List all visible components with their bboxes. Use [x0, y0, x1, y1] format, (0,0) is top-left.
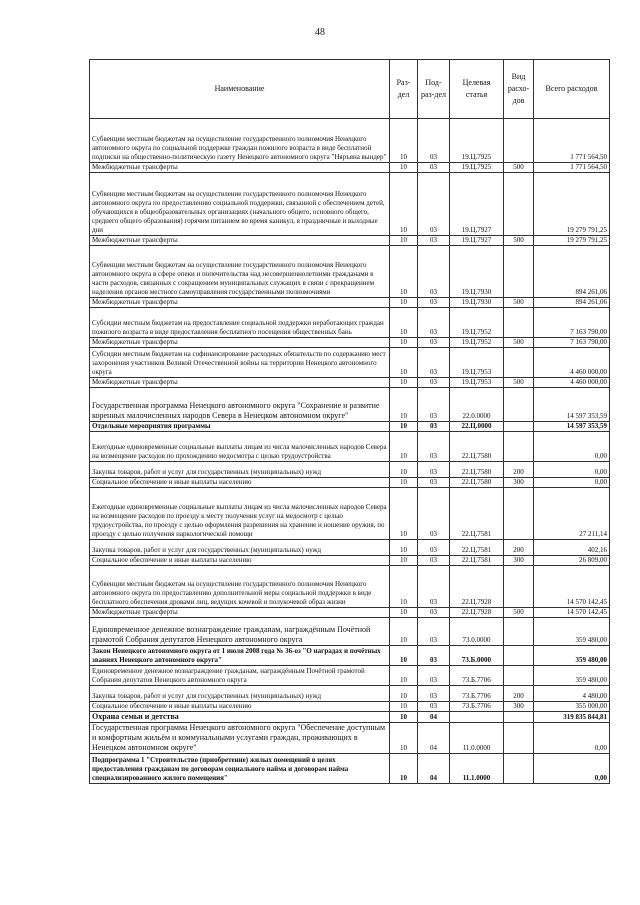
cell-section: 10 [390, 378, 418, 388]
cell-article: 73.Б.7706 [450, 686, 504, 702]
cell-subsection: 03 [418, 236, 450, 246]
cell-name: Закупка товаров, работ и услуг для государственных (муниципальных) нужд [90, 462, 390, 478]
cell-subsection: 03 [418, 478, 450, 488]
table-row [90, 556, 610, 566]
cell-total: 14 597 353,59 [534, 422, 610, 432]
table-row [90, 462, 610, 478]
cell-subsection: 03 [418, 488, 450, 540]
cell-section: 10 [390, 608, 418, 618]
cell-article: 19.Ц.7927 [450, 236, 504, 246]
cell-name: Субвенции местным бюджетам на осуществление государственного полномочия Ненецкого автономного округа по предоставлению социальной поддержки, связанной с обеспечением детей, обучающихся в общеобразовательных организациях (начального общего, основного общего, среднего общего образования) горячим питанием во время каникул, в праздничные и выходные дни [90, 173, 390, 236]
cell-subsection: 03 [418, 378, 450, 388]
cell-total: 355 000,00 [534, 702, 610, 712]
cell-kind [504, 246, 534, 298]
table-row [90, 566, 610, 608]
cell-subsection: 03 [418, 540, 450, 556]
table-row [90, 338, 610, 348]
table-row [90, 488, 610, 540]
cell-subsection: 03 [418, 646, 450, 666]
cell-subsection: 04 [418, 712, 450, 723]
cell-section: 10 [390, 338, 418, 348]
cell-subsection: 03 [418, 686, 450, 702]
table-row [90, 646, 610, 666]
table-row [90, 163, 610, 173]
cell-section: 10 [390, 236, 418, 246]
cell-section: 10 [390, 723, 418, 754]
cell-kind [504, 618, 534, 646]
cell-article: 11.1.0000 [450, 754, 504, 784]
cell-name: Субвенции местным бюджетам на осуществление государственного полномочия Ненецкого автономного округа по предоставлению дополнительной меры социальной поддержки в виде бесплатного обеспечения дровами лиц, ведущих кочевой и полукочевой образ жизни [90, 566, 390, 608]
cell-article: 22.0.0000 [450, 388, 504, 422]
cell-section: 10 [390, 488, 418, 540]
table-row [90, 298, 610, 308]
cell-name: Субсидии местным бюджетам на софинансирование расходных обязательств по содержанию мест захоронения участников Великой Отечественной войны на территории Ненецкого автономного округа [90, 348, 390, 378]
cell-section: 10 [390, 462, 418, 478]
cell-article: 19.Ц.7952 [450, 338, 504, 348]
cell-total: 4 460 000,00 [534, 348, 610, 378]
cell-total: 0,00 [534, 478, 610, 488]
cell-name: Межбюджетные трансферты [90, 163, 390, 173]
cell-name: Социальное обеспечение и иные выплаты населению [90, 702, 390, 712]
cell-kind: 500 [504, 163, 534, 173]
header-total: Всего расходов [534, 60, 610, 119]
cell-name: Ежегодные единовременные социальные выплаты лицам из числа малочисленных народов Севера на возмещение расходов по прохождению медосмотра с целью трудоустройства [90, 432, 390, 462]
cell-total: 19 279 791,25 [534, 173, 610, 236]
cell-section: 10 [390, 754, 418, 784]
cell-section: 10 [390, 702, 418, 712]
cell-article: 19.Ц.7930 [450, 246, 504, 298]
table-row [90, 608, 610, 618]
cell-section: 10 [390, 422, 418, 432]
cell-name: Государственная программа Ненецкого автономного округа "Сохранение и развитие коренных малочисленных народов Севера в Ненецком автономном округе" [90, 388, 390, 422]
cell-total: 14 570 142,45 [534, 566, 610, 608]
cell-subsection: 03 [418, 388, 450, 422]
cell-name: Закупка товаров, работ и услуг для государственных (муниципальных) нужд [90, 686, 390, 702]
cell-total: 7 163 790,00 [534, 308, 610, 338]
cell-total: 7 163 790,00 [534, 338, 610, 348]
cell-name: Государственная программа Ненецкого автономного округа "Обеспечение доступным и комфортным жильём и коммунальными услугами граждан, проживающих в Ненецком автономном округе" [90, 723, 390, 754]
table-row [90, 712, 610, 723]
table-row [90, 702, 610, 712]
cell-subsection: 03 [418, 308, 450, 338]
cell-kind [504, 723, 534, 754]
cell-section: 10 [390, 388, 418, 422]
table-row [90, 378, 610, 388]
cell-section: 10 [390, 246, 418, 298]
header-article: Целевая статья [450, 60, 504, 119]
cell-total: 0,00 [534, 754, 610, 784]
cell-name: Межбюджетные трансферты [90, 608, 390, 618]
cell-article: 19.Ц.7930 [450, 298, 504, 308]
table-row [90, 119, 610, 163]
cell-article: 22.Ц.7581 [450, 488, 504, 540]
cell-article: 19.Ц.7925 [450, 119, 504, 163]
cell-article [450, 712, 504, 723]
cell-section: 10 [390, 163, 418, 173]
cell-kind [504, 566, 534, 608]
cell-name: Субвенции местным бюджетам на осуществление государственного полномочия Ненецкого автономного округа в сфере опеки и попечительства над несовершеннолетними гражданами в части расходов, связанных с сокращением муниципальных служащих в связи с прекращением наделения органов местного самоуправления государственными полномочиями [90, 246, 390, 298]
cell-total: 4 460 000,00 [534, 378, 610, 388]
table-row [90, 388, 610, 422]
cell-total: 14 570 142,45 [534, 608, 610, 618]
cell-subsection: 04 [418, 754, 450, 784]
cell-section: 10 [390, 712, 418, 723]
cell-article: 73.0.0000 [450, 618, 504, 646]
cell-article: 73.Б.7706 [450, 666, 504, 686]
cell-kind [504, 754, 534, 784]
cell-subsection: 03 [418, 338, 450, 348]
cell-section: 10 [390, 119, 418, 163]
cell-kind [504, 348, 534, 378]
cell-section: 10 [390, 646, 418, 666]
cell-article: 73.Б.0000 [450, 646, 504, 666]
cell-subsection: 03 [418, 556, 450, 566]
cell-article: 22.Ц.7580 [450, 432, 504, 462]
cell-article: 22.Ц.0000 [450, 422, 504, 432]
cell-kind [504, 422, 534, 432]
cell-name: Закон Ненецкого автономного округа от 1 июля 2008 года № 36-оз "О наградах и почётных званиях Ненецкого автономного округа" [90, 646, 390, 666]
cell-kind: 500 [504, 378, 534, 388]
cell-total: 0,00 [534, 462, 610, 478]
table-row [90, 236, 610, 246]
cell-name: Ежегодные единовременные социальные выплаты лицам из числа малочисленных народов Севера на возмещение расходов по проезду к месту получения услуг на медосмотр с целью трудоустройства, по проезду с целью оформления разрешения на хранение и ношение оружия, по проезду с целью получения наркологической помощи [90, 488, 390, 540]
cell-subsection: 03 [418, 702, 450, 712]
cell-kind: 300 [504, 478, 534, 488]
cell-name: Субсидии местным бюджетам на предоставление социальной поддержки неработающих граждан пожилого возраста в виде предоставления бесплатного посещения общественных бань [90, 308, 390, 338]
cell-subsection: 04 [418, 723, 450, 754]
table-row [90, 666, 610, 686]
cell-article: 11.0.0000 [450, 723, 504, 754]
cell-total: 1 771 564,50 [534, 119, 610, 163]
cell-section: 10 [390, 618, 418, 646]
cell-total: 27 211,14 [534, 488, 610, 540]
cell-total: 359 480,00 [534, 666, 610, 686]
cell-total: 319 835 844,81 [534, 712, 610, 723]
cell-name: Единовременное денежное вознаграждение гражданам, награждённым Почётной грамотой Собрания депутатов Ненецкого автономного округа [90, 666, 390, 686]
cell-section: 10 [390, 566, 418, 608]
table-row [90, 723, 610, 754]
cell-section: 10 [390, 666, 418, 686]
cell-subsection: 03 [418, 163, 450, 173]
cell-section: 10 [390, 173, 418, 236]
cell-article: 22.Ц.7580 [450, 462, 504, 478]
cell-kind: 500 [504, 236, 534, 246]
cell-subsection: 03 [418, 432, 450, 462]
cell-total: 402,16 [534, 540, 610, 556]
cell-total: 0,00 [534, 432, 610, 462]
cell-name: Закупка товаров, работ и услуг для государственных (муниципальных) нужд [90, 540, 390, 556]
cell-total: 19 279 791,25 [534, 236, 610, 246]
cell-article: 73.Б.7706 [450, 702, 504, 712]
cell-total: 4 480,00 [534, 686, 610, 702]
cell-total: 26 809,00 [534, 556, 610, 566]
cell-name: Межбюджетные трансферты [90, 378, 390, 388]
cell-subsection: 03 [418, 422, 450, 432]
cell-kind: 200 [504, 540, 534, 556]
cell-total: 894 261,06 [534, 298, 610, 308]
cell-section: 10 [390, 556, 418, 566]
table-row [90, 618, 610, 646]
cell-section: 10 [390, 478, 418, 488]
cell-subsection: 03 [418, 173, 450, 236]
cell-subsection: 03 [418, 298, 450, 308]
cell-name: Межбюджетные трансферты [90, 338, 390, 348]
cell-subsection: 03 [418, 566, 450, 608]
cell-article: 19.Ц.7952 [450, 308, 504, 338]
cell-section: 10 [390, 540, 418, 556]
table-row [90, 478, 610, 488]
table-row [90, 432, 610, 462]
header-name: Наименование [90, 60, 390, 119]
cell-article: 22.Ц.7928 [450, 566, 504, 608]
cell-section: 10 [390, 308, 418, 338]
cell-name: Межбюджетные трансферты [90, 298, 390, 308]
cell-total: 14 597 353,59 [534, 388, 610, 422]
cell-name: Единовременное денежное вознаграждение гражданам, награждённым Почётной грамотой Собрания депутатов Ненецкого автономного округа [90, 618, 390, 646]
cell-name: Отдельные мероприятия программы [90, 422, 390, 432]
cell-name: Социальное обеспечение и иные выплаты населению [90, 556, 390, 566]
header-section: Раз-дел [390, 60, 418, 119]
cell-kind: 500 [504, 608, 534, 618]
header-kind: Вид расхо-дов [504, 60, 534, 119]
table-header-row [90, 60, 610, 119]
cell-kind: 200 [504, 462, 534, 478]
cell-kind [504, 432, 534, 462]
table-row [90, 422, 610, 432]
cell-article: 22.Ц.7928 [450, 608, 504, 618]
table-row [90, 246, 610, 298]
cell-section: 10 [390, 348, 418, 378]
cell-name: Субвенции местным бюджетам на осуществление государственного полномочия Ненецкого автономного округа по социальной поддержке граждан пожилого возраста в виде бесплатной подписки на общественно-политическую газету Ненецкого автономного округа "Няръяна вындер" [90, 119, 390, 163]
cell-subsection: 03 [418, 618, 450, 646]
cell-name: Подпрограмма 1 "Строительство (приобретение) жилых помещений в целях предоставления гражданам по договорам социального найма и договорам найма специализированного жилого помещения" [90, 754, 390, 784]
cell-subsection: 03 [418, 608, 450, 618]
cell-kind [504, 712, 534, 723]
cell-kind [504, 388, 534, 422]
cell-kind [504, 119, 534, 163]
cell-article: 22.Ц.7581 [450, 540, 504, 556]
cell-subsection: 03 [418, 348, 450, 378]
cell-kind: 300 [504, 556, 534, 566]
table-row [90, 754, 610, 784]
cell-subsection: 03 [418, 246, 450, 298]
cell-total: 1 771 564,50 [534, 163, 610, 173]
header-subsection: Под-раз-дел [418, 60, 450, 119]
page-number: 48 [315, 27, 325, 38]
cell-kind: 500 [504, 338, 534, 348]
table-row [90, 686, 610, 702]
cell-article: 19.Ц.7925 [450, 163, 504, 173]
table-row [90, 348, 610, 378]
cell-subsection: 03 [418, 462, 450, 478]
cell-article: 19.Ц.7953 [450, 348, 504, 378]
cell-total: 359 480,00 [534, 646, 610, 666]
cell-article: 22.Ц.7581 [450, 556, 504, 566]
cell-total: 0,00 [534, 723, 610, 754]
cell-section: 10 [390, 432, 418, 462]
cell-article: 19.Ц.7927 [450, 173, 504, 236]
cell-name: Охрана семьи и детства [90, 712, 390, 723]
cell-total: 894 261,06 [534, 246, 610, 298]
cell-article: 22.Ц.7580 [450, 478, 504, 488]
cell-kind: 300 [504, 702, 534, 712]
table-row [90, 540, 610, 556]
cell-kind [504, 488, 534, 540]
cell-total: 359 480,00 [534, 618, 610, 646]
cell-section: 10 [390, 298, 418, 308]
cell-name: Межбюджетные трансферты [90, 236, 390, 246]
cell-kind [504, 173, 534, 236]
cell-kind [504, 666, 534, 686]
cell-kind: 200 [504, 686, 534, 702]
cell-subsection: 03 [418, 666, 450, 686]
table-row [90, 173, 610, 236]
cell-subsection: 03 [418, 119, 450, 163]
table-row [90, 308, 610, 338]
cell-kind [504, 308, 534, 338]
cell-name: Социальное обеспечение и иные выплаты населению [90, 478, 390, 488]
budget-table [89, 59, 610, 784]
cell-kind [504, 646, 534, 666]
cell-section: 10 [390, 686, 418, 702]
cell-article: 19.Ц.7953 [450, 378, 504, 388]
cell-kind: 500 [504, 298, 534, 308]
